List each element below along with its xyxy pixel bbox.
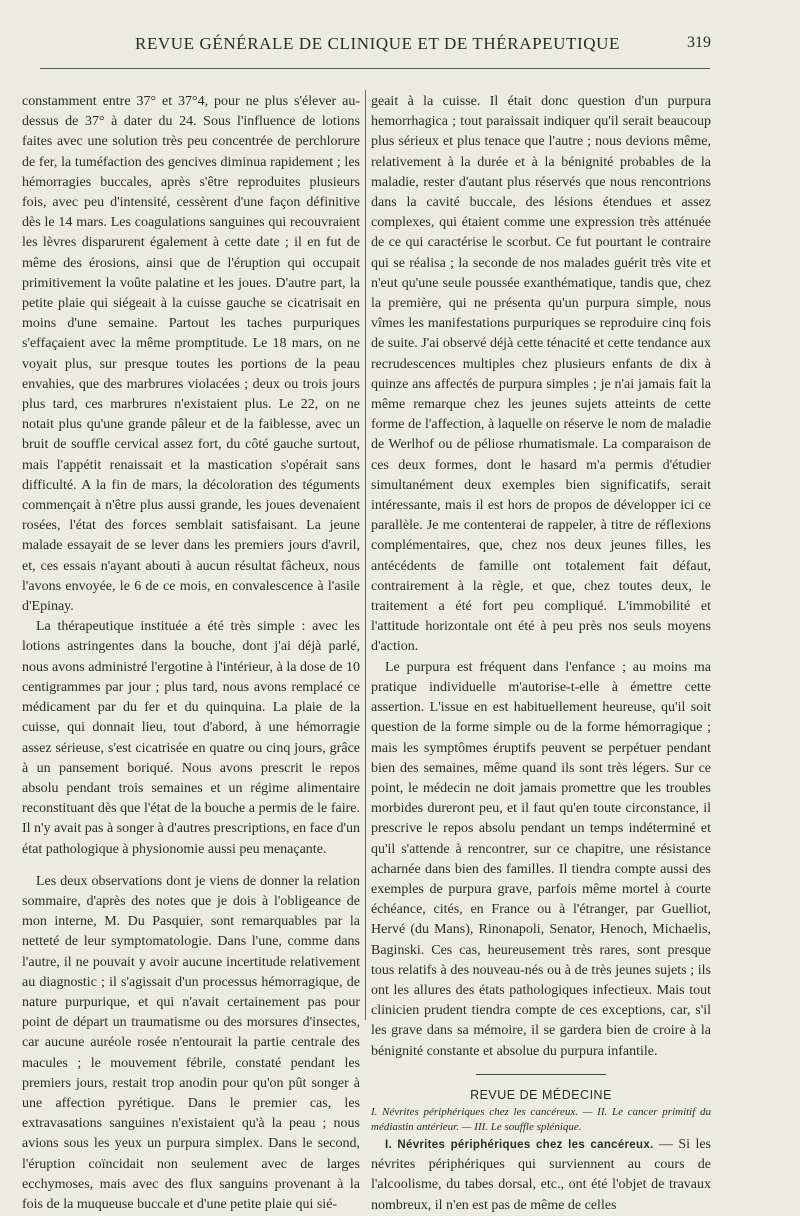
right-column — [371, 92, 711, 1216]
section-contents: I. Névrites périphériques chez les cancéreux. — II. Le cancer primitif du médiastin antérieur. — III. Le souffle splénique. — [371, 1105, 711, 1133]
left-paragraph-2: La thérapeutique instituée a été très simple : avec les lotions astringentes dans la bouche, dont j'ai déjà parlé, nous avons administré l'ergotine à l'intérieur, à la dose de 10 centigrammes par jour ; plus tard, nous avons remplacé ce médicament par du fer et du quinquina. La plaie de la cuisse, qui donnait lieu, tout d'abord, à une hémorragie assez sérieuse, s'est cicatrisée en quatre ou cinq jours, grâce à un pansement boriqué. Nous avons prescrit le repos absolu pendant trois semaines et un régime alimentaire reconstituant dès que l'état de la bouche a permis de le faire. Il n'y avait pas à songer à d'autres prescriptions, en face d'un état pathologique à physionomie aussi peu menaçante. — [22, 619, 361, 857]
right-paragraph-3 — [371, 1135, 711, 1216]
running-title: REVUE GÉNÉRALE DE CLINIQUE ET DE THÉRAPEUTIQUE — [135, 34, 620, 53]
header-rule — [40, 68, 710, 69]
section-rule — [476, 1074, 606, 1075]
subsection-heading: I. Névrites périphériques chez les cancéreux. — [385, 1138, 654, 1151]
section-title: REVUE DE MÉDECINE — [470, 1087, 612, 1102]
right-paragraph-1: geait à la cuisse. Il était donc question d'un purpura hemorrhagica ; tout paraissait indiquer qu'il serait beaucoup plus sérieux et plus tenace que l'autre ; nous devions même, relativement à la durée et à la bénignité probables de la maladie, rester d'autant plus réservés que nous rencontrions dans la cavité buccale, des lésions étendues et assez complexes, qui étaient comme une expression très atténuée de ce qui caractérise le scorbut. Ce fut pourtant le contraire qui se réalisa ; la seconde de nos malades guérit très vite et n'eut qu'une seule poussée exanthématique, tandis que, chez la première, qui ne présenta qu'un purpura simple, nous vîmes les manifestations purpuriques se reproduire cinq fois de suite. J'ai observé déjà cette ténacité et cette tendance aux recrudescences multiples chez plusieurs enfants de dix à quinze ans affectés de purpura simples ; je n'ai jamais fait la même remarque chez les jeunes sujets atteints de cette forme de l'affection, à laquelle on réserve le nom de maladie de Werlhof ou de péliose rhumatismale. La comparaison de ces deux formes, dont le hasard m'a permis d'étudier simultanément deux exemples bien significatifs, serait intéressante, mais il est hors de propos de développer ici ce parallèle. Je me contenterai de rappeler, à titre de réflexions complémentaires, que, chez nos deux jeunes filles, les antécédents de famille ont totalement fait défaut, contrairement à la règle, et que, chez toutes deux, le traitement a été fort peu compliqué. L'immobilité et l'attitude horizontale ont été à peu près nos seuls moyens d'action. — [371, 94, 711, 655]
left-column — [22, 92, 360, 1215]
page-number: 319 — [687, 34, 711, 51]
column-divider — [365, 90, 366, 1020]
left-paragraph-1: constamment entre 37° et 37°4, pour ne plus s'élever au-dessus de 37° à dater du 24. Sous l'influence de lotions faites avec une solution très peu concentrée de perchlorure de fer, la tuméfaction des gencives diminua rapidement ; les hémorragies buccales, après s'être reproduites plusieurs fois, avec peu d'intensité, cessèrent d'une façon définitive dès le 14 mars. Les coagulations sanguines qui recouvraient les lèvres disparurent également à cette date ; il en fut de même des érosions, ainsi que de l'éruption qui occupait primitivement la voûte palatine et les joues. D'autre part, la petite plaie qui siégeait à la cuisse gauche se cicatrisait en moins d'une semaine. Partout les taches purpuriques s'effaçaient avec la même promptitude. Le 18 mars, on ne voyait plus, sur presque toutes les portions de la peau envahies, que des marbrures violacées ; deux ou trois jours plus tard, ces marbrures n'existaient plus. Le 22, on ne notait plus qu'une grande pâleur et de la faiblesse, avec un bruit de souffle cervical assez fort, du côté gauche surtout, mais l'appétit renaissait et la mastication s'opérait sans difficulté. A la fin de mars, la décoloration des téguments commençait à n'être plus aussi grande, les joues devenaient rosées, l'état des forces semblait satisfaisant. La jeune malade essayait de se lever dans les premiers jours d'avril, et, ces essais n'ayant abouti à aucun résultat fâcheux, nous l'avons envoyée, le 6 de ce mois, en convalescence à l'asile d'Epinay. — [22, 94, 360, 615]
page-header — [0, 0, 800, 70]
subsection-text: — Si les névrites périphériques qui surviennent au cours de l'alcoolisme, du tabes dorsal, etc., ont été l'objet de travaux nombreux, il n'en est pas de même de celles — [371, 1136, 712, 1213]
left-paragraph-3: Les deux observations dont je viens de donner la relation sommaire, d'après des notes que je dois à l'obligeance de mon interne, M. Du Pasquier, sont remarquables par la netteté de leur symptomatologie. Dans l'une, comme dans l'autre, il ne pouvait y avoir aucune incertitude relativement au diagnostic ; il s'agissait d'un processus hémorragique, de nature purpurique, et qui n'avait certainement pas pour point de départ un traumatisme ou des morsures d'insectes, car aucune auréole rosée n'entourait la partie centrale des macules ; le mouvement fébrile, constaté pendant les premiers jours, restait trop anodin pour qu'on pût songer à une affection pyrétique. Dans le premier cas, les extravasations sanguines n'existaient qu'à la peau ; nous avions sous les yeux un purpura simplex. Dans le second, l'éruption coïncidait non seulement avec de larges ecchymoses, mais avec des flux sanguins provenant à la fois de la muqueuse buccale et d'une petite plaie qui sié- — [22, 873, 360, 1212]
right-paragraph-2: Le purpura est fréquent dans l'enfance ; au moins ma pratique individuelle m'autorise-t-elle à émettre cette assertion. L'issue en est habituellement heureuse, qu'il soit question de la forme simple ou de la forme hémorragique ; mais les symptômes éruptifs peuvent se perpétuer pendant bien des semaines, même quand ils sont très légers. Sur ce point, le médecin ne doit jamais promettre que les troubles morbides dureront peu, et il faut qu'en toute circonstance, il prescrive le repos absolu pendant un temps indéterminé et qu'il s'attende à rencontrer, sur ce chapitre, une résistance acharnée dans bien des familles. Il tiendra compte aussi des exemples de purpura grave, parfois même mortel à courte échéance, cités, en France ou à l'étranger, par Guelliot, Hervé (du Mans), Rinonapoli, Senator, Henoch, Michaelis, Baginski. Ces cas, heureusement très rares, sont presque tous relatifs à des nouveau-nés ou à de très jeunes sujets ; ils ont les allures des états pathologiques infectieux. Mais tout clinicien prudent tiendra compte de ces exceptions, car, s'il les grave dans sa mémoire, il se gardera bien de croire à la bénignité constante et absolue du purpura infantile. — [371, 659, 711, 1059]
